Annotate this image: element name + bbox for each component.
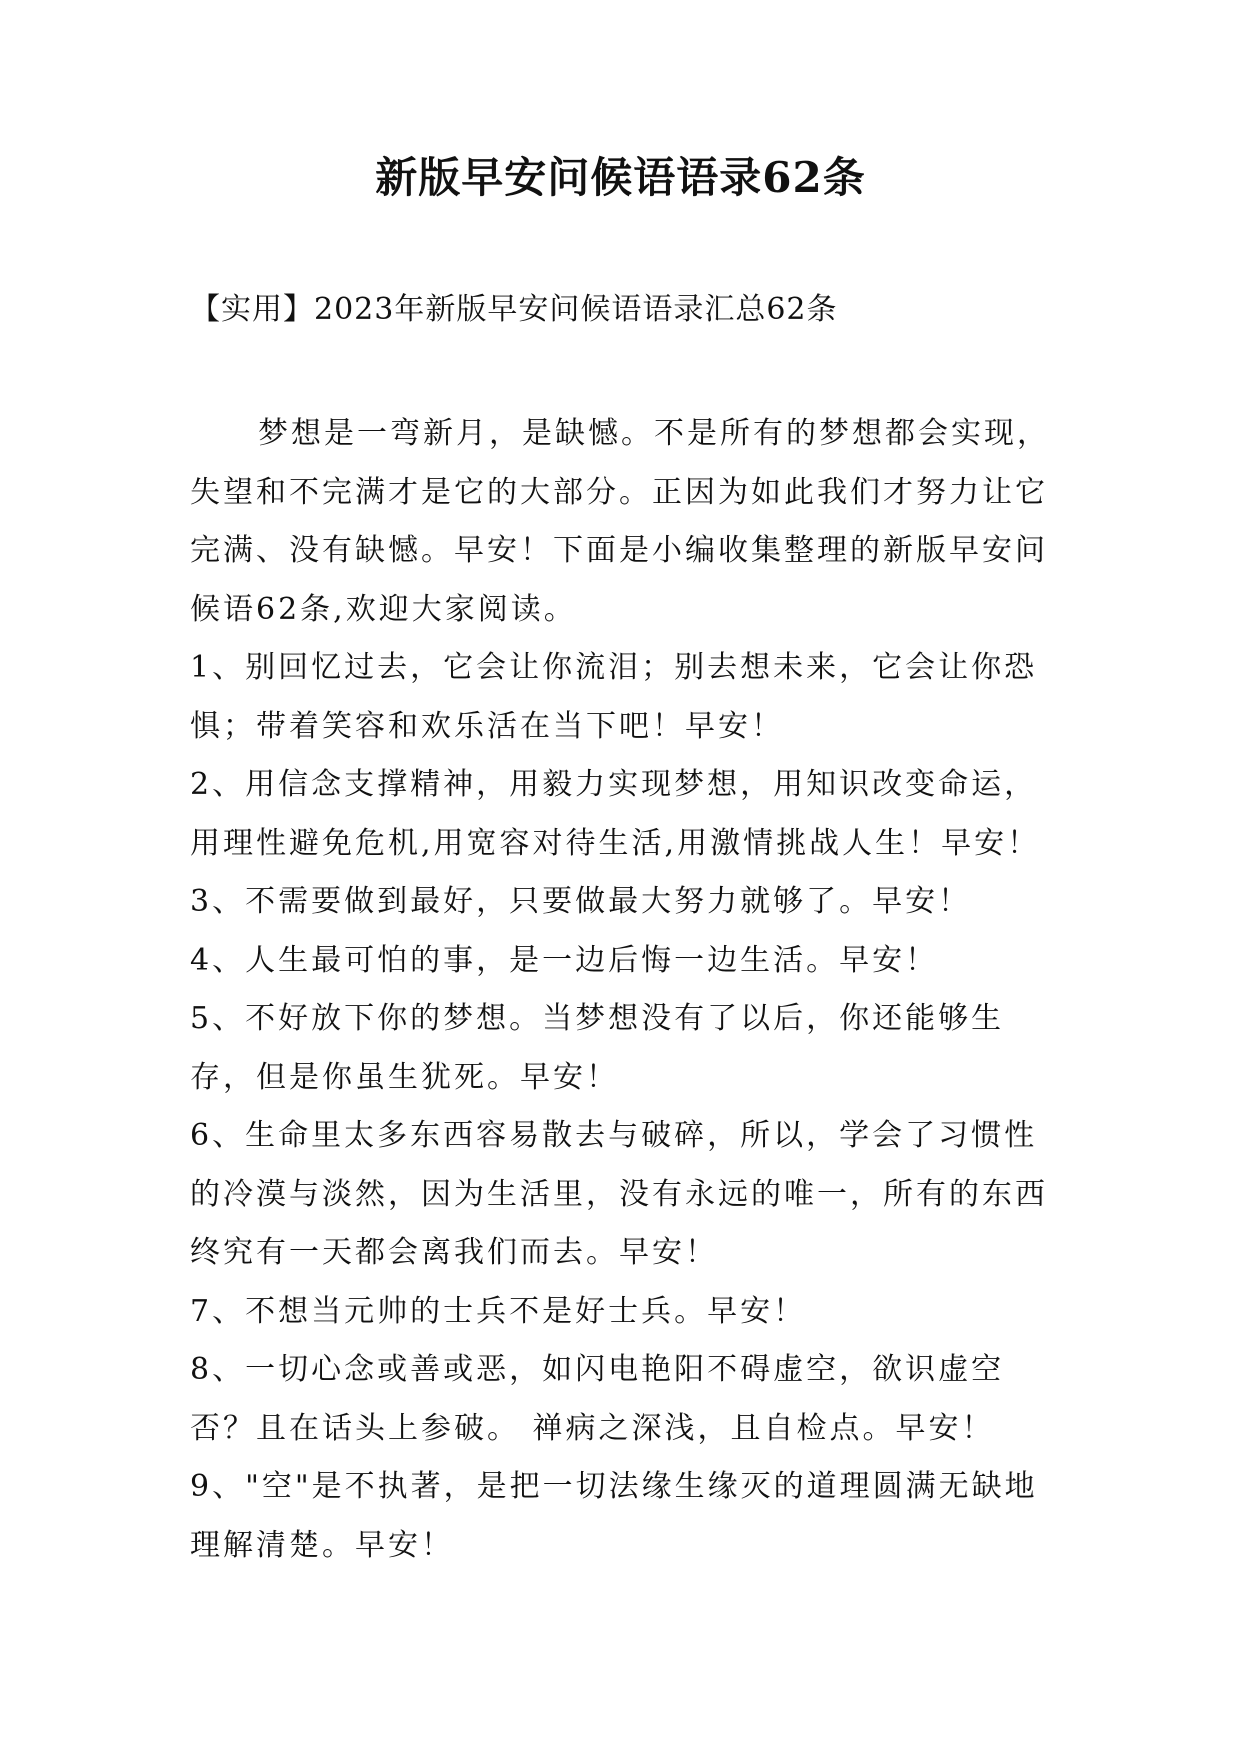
list-item: 4、人生最可怕的事，是一边后悔一边生活。早安！ [190, 942, 939, 978]
list-item: 7、不想当元帅的士兵不是好士兵。早安！ [190, 1293, 807, 1329]
list-item: 2、用信念支撑精神，用毅力实现梦想，用知识改变命运，用理性避免危机,用宽容对待生活,用激情挑战人生！早安！ [190, 767, 1041, 861]
list-item: 3、不需要做到最好，只要做最大努力就够了。早安！ [190, 884, 972, 919]
intro-paragraph: 梦想是一弯新月，是缺憾。不是所有的梦想都会实现，失望和不完满才是它的大部分。正因为如此我们才努力让它完满、没有缺憾。早安！下面是小编收集整理的新版早安问候语62条,欢迎大家阅读。 [190, 416, 1050, 627]
list-item: 9、"空"是不执著，是把一切法缘生缘灭的道理圆满无缺地理解清楚。早安！ [190, 1469, 1038, 1563]
list-item: 8、一切心念或善或恶，如闪电艳阳不碍虚空，欲识虚空否？且在话头上参破。 禅病之深浅，且自检点。早安！ [190, 1352, 1005, 1446]
document-body [190, 405, 1070, 1575]
list-item: 1、别回忆过去，它会让你流泪；别去想未来，它会让你恐惧；带着笑容和欢乐活在当下吧！早安！ [190, 650, 1038, 744]
list-item: 6、生命里太多东西容易散去与破碎，所以，学会了习惯性的冷漠与淡然，因为生活里，没有永远的唯一，所有的东西终究有一天都会离我们而去。早安！ [190, 1118, 1048, 1270]
list-item: 5、不好放下你的梦想。当梦想没有了以后，你还能够生存，但是你虽生犹死。早安！ [190, 1001, 1005, 1095]
document-title: 新版早安问候语语录62条 [375, 153, 866, 202]
document-subtitle: 【实用】2023年新版早安问候语语录汇总62条 [190, 292, 838, 327]
